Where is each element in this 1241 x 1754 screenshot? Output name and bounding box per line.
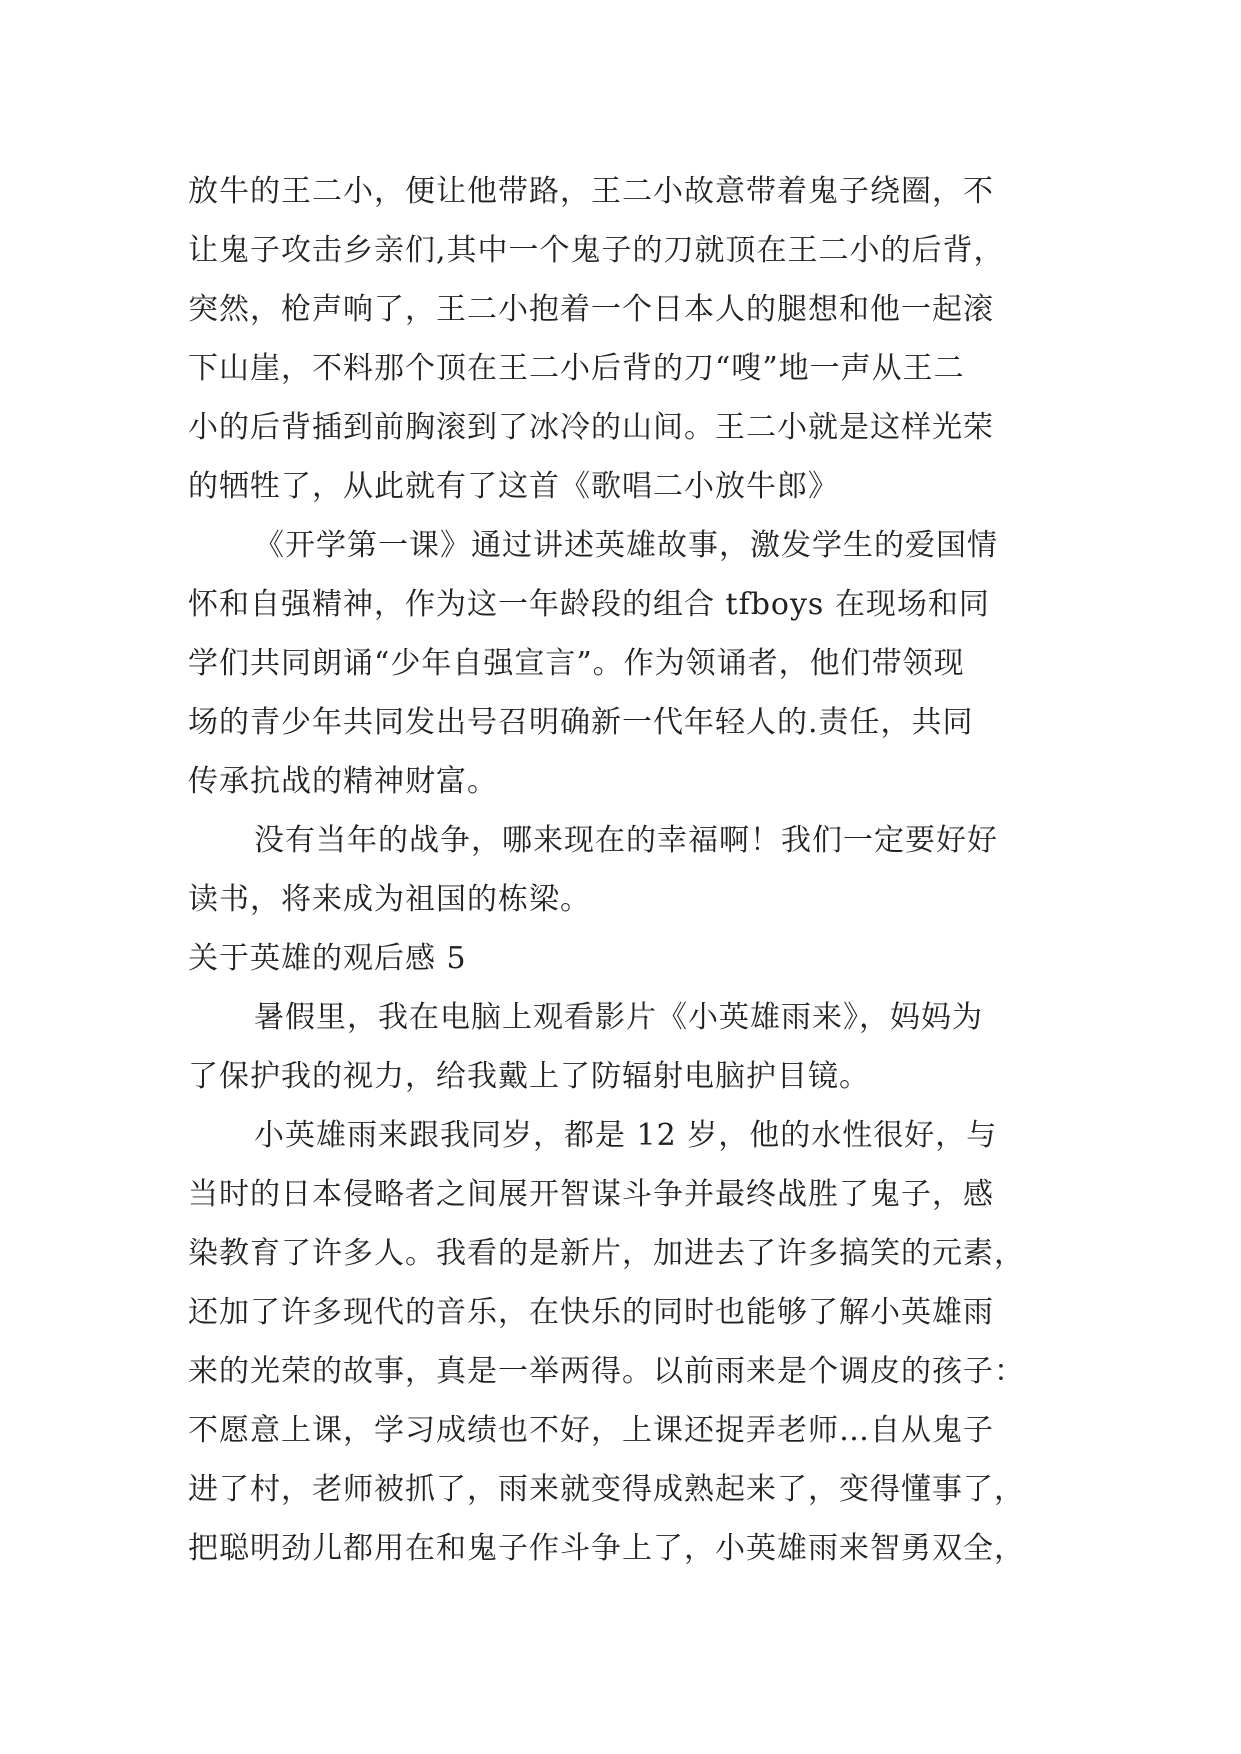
text-line: 进了村，老师被抓了，雨来就变得成熟起来了，变得懂事了， (188, 1472, 1025, 1507)
text-line: 关于英雄的观后感 5 (188, 941, 467, 976)
text-line: 暑假里，我在电脑上观看影片《小英雄雨来》，妈妈为 (254, 1000, 983, 1035)
text-line: 当时的日本侵略者之间展开智谋斗争并最终战胜了鬼子，感 (188, 1177, 994, 1212)
text-line: 小的后背插到前胸滚到了冰冷的山间。王二小就是这样光荣 (188, 410, 994, 445)
text-line: 小英雄雨来跟我同岁，都是 12 岁，他的水性很好，与 (254, 1118, 998, 1153)
text-line: 读书，将来成为祖国的栋梁。 (188, 882, 591, 917)
text-line: 不愿意上课，学习成绩也不好，上课还捉弄老师…自从鬼子 (188, 1413, 994, 1448)
text-line: 了保护我的视力，给我戴上了防辐射电脑护目镜。 (188, 1059, 870, 1094)
text-line: 染教育了许多人。我看的是新片，加进去了许多搞笑的元素， (188, 1236, 1025, 1271)
document-body (188, 162, 1068, 1578)
text-line: 场的青少年共同发出号召明确新一代年轻人的.责任，共同 (188, 705, 974, 740)
text-line: 怀和自强精神，作为这一年龄段的组合 tfboys 在现场和同 (188, 587, 990, 622)
text-line: 来的光荣的故事，真是一举两得。以前雨来是个调皮的孩子： (188, 1354, 1025, 1389)
text-line: 放牛的王二小，便让他带路，王二小故意带着鬼子绕圈，不 (188, 174, 994, 209)
text-line: 把聪明劲儿都用在和鬼子作斗争上了，小英雄雨来智勇双全， (188, 1531, 1025, 1566)
text-line: 下山崖，不料那个顶在王二小后背的刀“嗖”地一声从王二 (188, 351, 965, 386)
text-line: 传承抗战的精神财富。 (188, 764, 498, 799)
text-line: 没有当年的战争，哪来现在的幸福啊！我们一定要好好 (254, 823, 998, 858)
text-line: 学们共同朗诵“少年自强宣言”。作为领诵者，他们带领现 (188, 646, 965, 681)
text-line: 还加了许多现代的音乐，在快乐的同时也能够了解小英雄雨 (188, 1295, 994, 1330)
text-line: 的牺牲了，从此就有了这首《歌唱二小放牛郎》 (188, 469, 839, 504)
text-line: 让鬼子攻击乡亲们,其中一个鬼子的刀就顶在王二小的后背， (188, 233, 1005, 268)
text-line: 《开学第一课》通过讲述英雄故事，激发学生的爱国情 (254, 528, 998, 563)
text-line: 突然，枪声响了，王二小抱着一个日本人的腿想和他一起滚 (188, 292, 994, 327)
